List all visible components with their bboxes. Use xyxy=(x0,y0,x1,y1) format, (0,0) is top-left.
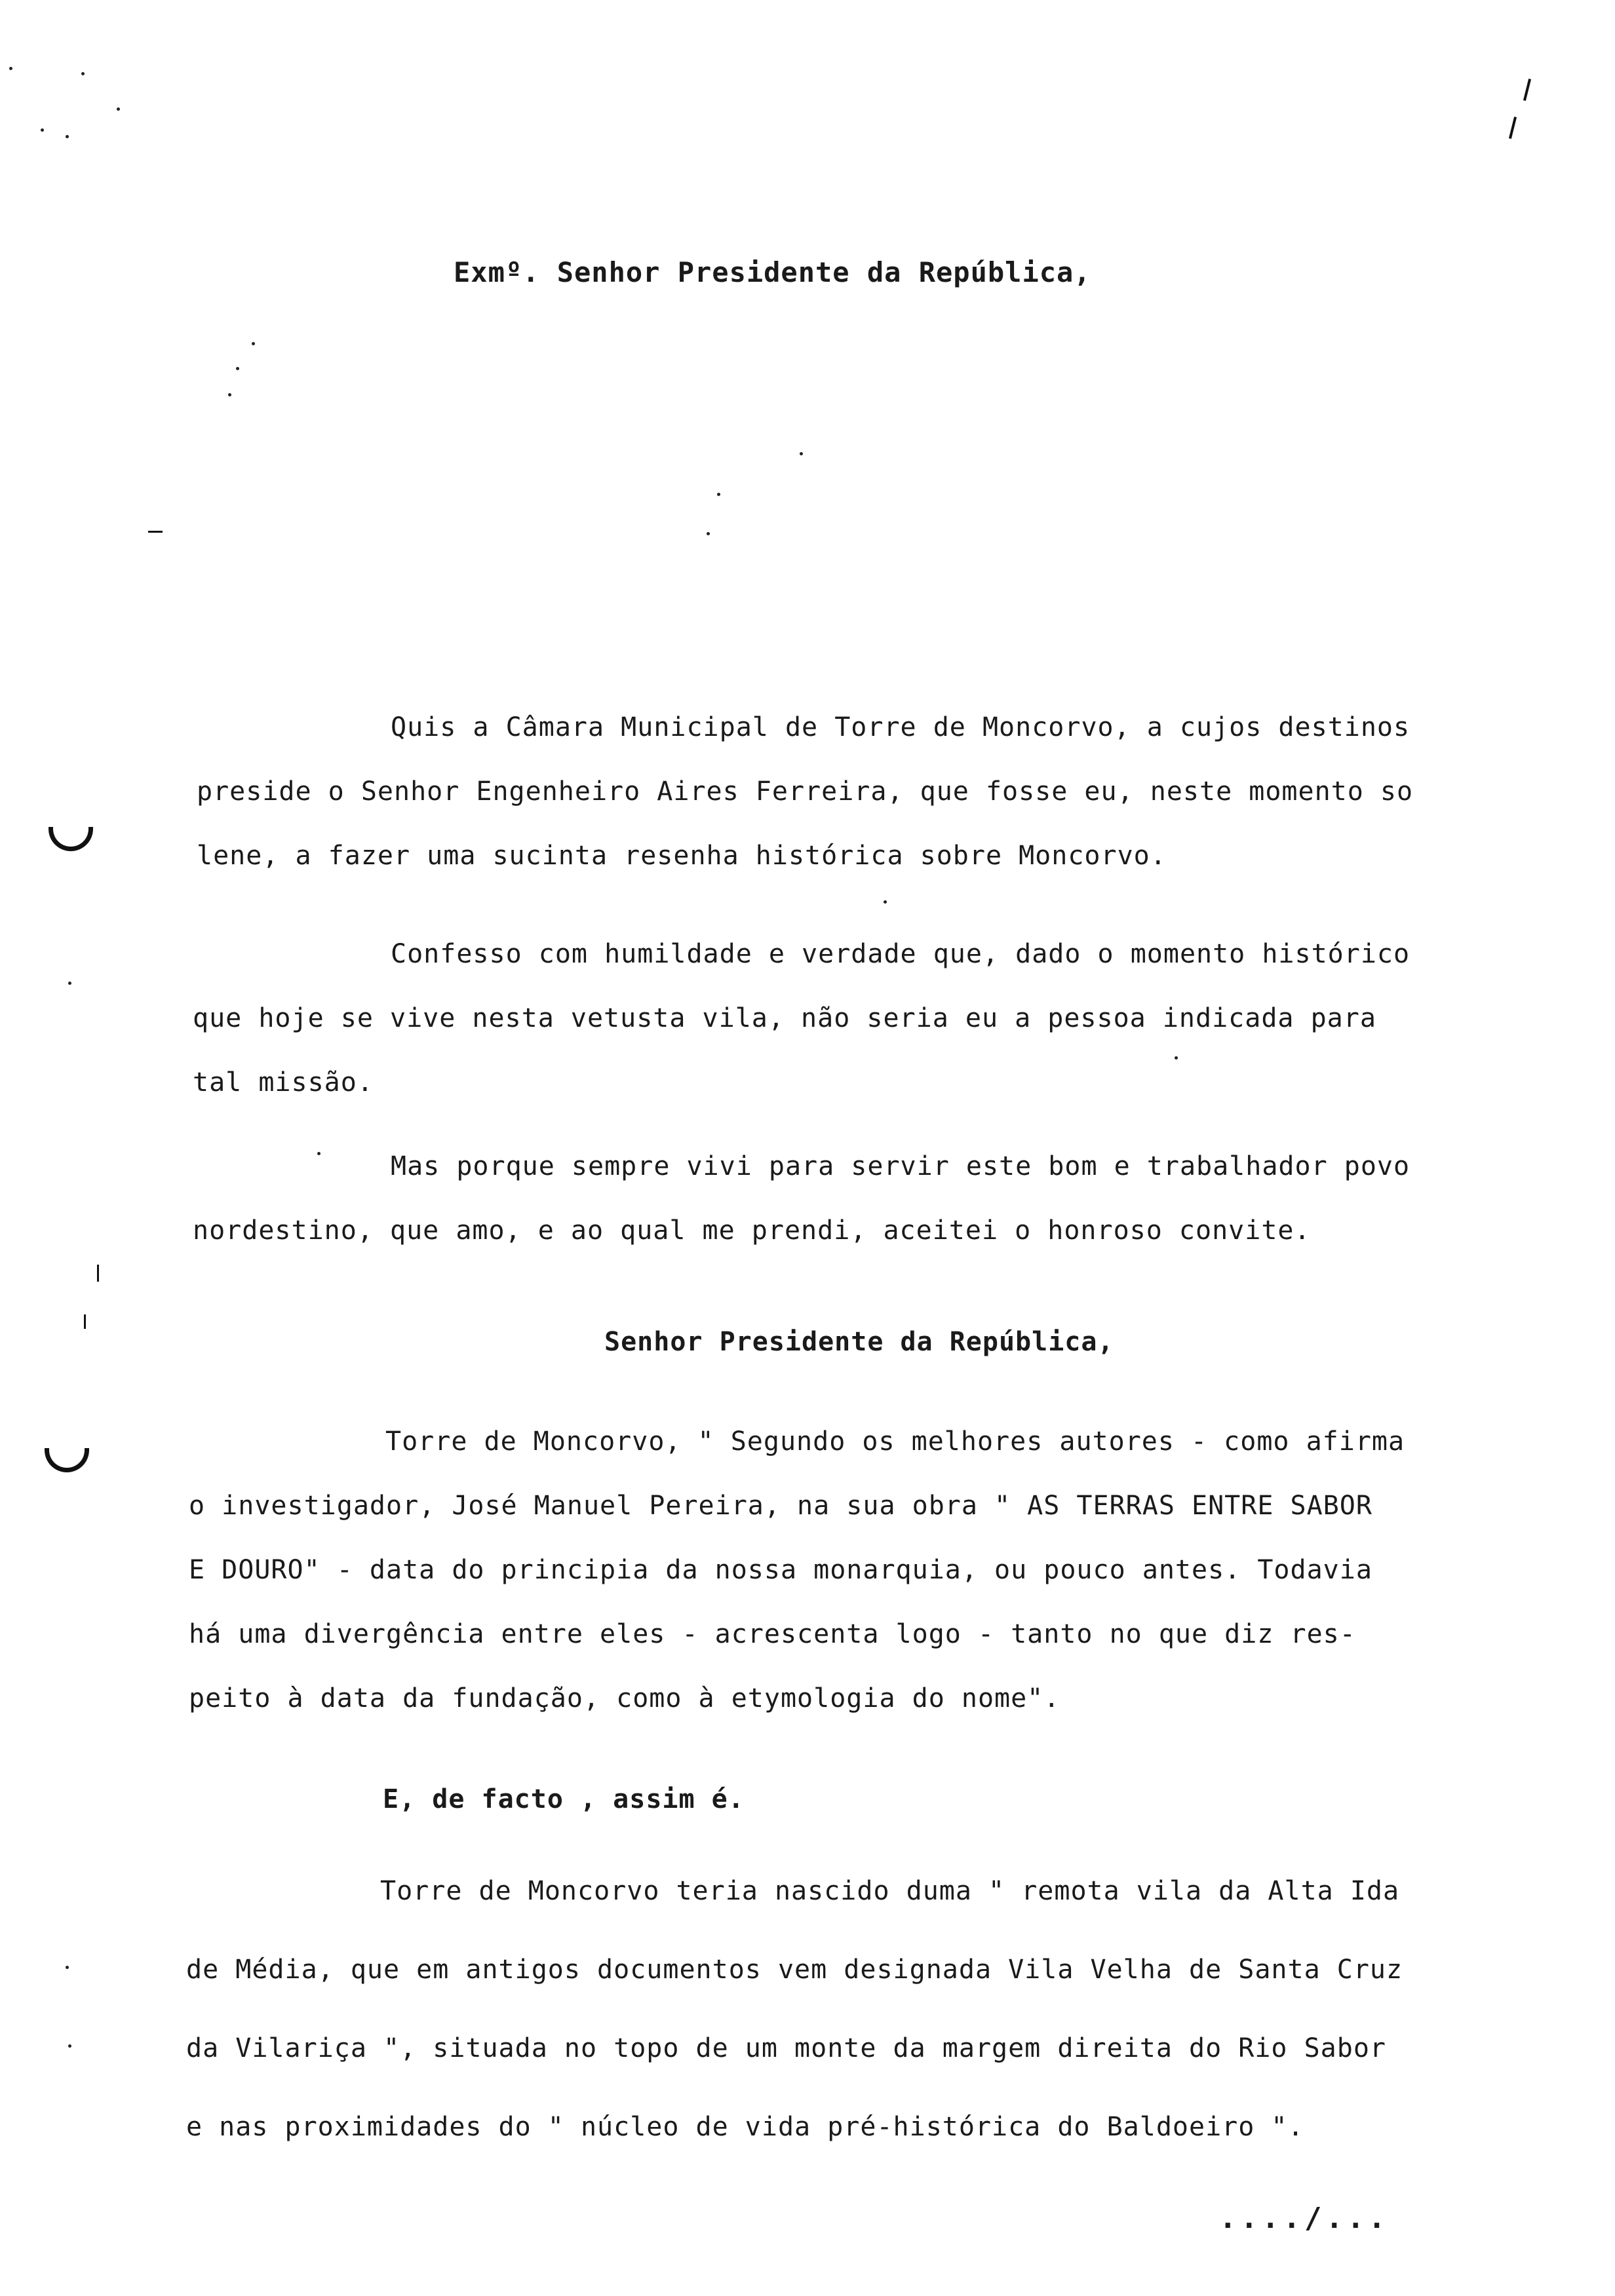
salutation: Exmº. Senhor Presidente da República, xyxy=(454,256,1091,288)
paragraph-6-line-2: de Média, que em antigos documentos vem designada Vila Velha de Santa Cruz xyxy=(186,1955,1403,1985)
scan-speck xyxy=(884,900,887,904)
paragraph-4-line-2: o investigador, José Manuel Pereira, na sua obra " AS TERRAS ENTRE SABOR xyxy=(189,1491,1372,1521)
paragraph-1-line-3: lene, a fazer uma sucinta resenha histórica sobre Moncorvo. xyxy=(197,841,1167,871)
paragraph-3-line-1: Mas porque sempre vivi para servir este bom e trabalhador povo xyxy=(391,1151,1411,1181)
scan-mark xyxy=(1509,117,1517,139)
scan-speck xyxy=(800,452,803,455)
scan-speck xyxy=(68,982,71,985)
scan-speck xyxy=(9,67,12,70)
scan-speck xyxy=(1175,1056,1178,1060)
paragraph-1-line-2: preside o Senhor Engenheiro Aires Ferreira, que fosse eu, neste momento so xyxy=(197,776,1414,807)
scan-speck xyxy=(717,493,720,496)
scan-speck xyxy=(252,342,255,345)
paragraph-6-line-3: da Vilariça ", situada no topo de um monte da margem direita do Rio Sabor xyxy=(186,2033,1386,2063)
paragraph-3-line-2: nordestino, que amo, e ao qual me prendi, aceitei o honroso convite. xyxy=(193,1215,1311,1246)
scan-speck xyxy=(117,107,120,111)
paragraph-6-line-4: e nas proximidades do " núcleo de vida pré-histórica do Baldoeiro ". xyxy=(186,2112,1304,2142)
scan-speck xyxy=(41,128,44,132)
continuation-mark: ..../... xyxy=(1219,2202,1390,2235)
scan-dash xyxy=(148,531,163,533)
paragraph-4-line-5: peito à data da fundação, como à etymologia do nome". xyxy=(189,1683,1060,1713)
scan-speck xyxy=(68,2044,71,2048)
scan-speck xyxy=(228,393,231,396)
paragraph-5: E, de facto , assim é. xyxy=(383,1784,745,1814)
scan-mark xyxy=(1523,79,1531,101)
punch-hole-mark xyxy=(49,827,93,851)
paragraph-6-line-1: Torre de Moncorvo teria nascido duma " remota vila da Alta Ida xyxy=(380,1876,1400,1906)
paragraph-1-line-1: Quis a Câmara Municipal de Torre de Moncorvo, a cujos destinos xyxy=(391,712,1411,742)
scan-speck xyxy=(317,1152,321,1155)
paragraph-2-line-1: Confesso com humildade e verdade que, dado o momento histórico xyxy=(391,939,1411,969)
scan-speck xyxy=(66,1966,69,1969)
scan-speck xyxy=(66,135,69,138)
heading-president: Senhor Presidente da República, xyxy=(604,1327,1114,1357)
paragraph-2-line-3: tal missão. xyxy=(193,1067,374,1098)
punch-hole-mark xyxy=(45,1448,89,1472)
scan-speck xyxy=(707,532,710,535)
scan-speck xyxy=(236,367,239,370)
paragraph-4-line-1: Torre de Moncorvo, " Segundo os melhores autores - como afirma xyxy=(385,1426,1405,1457)
paragraph-4-line-4: há uma divergência entre eles - acrescenta logo - tanto no que diz res- xyxy=(189,1619,1356,1649)
scan-dash xyxy=(97,1265,99,1282)
scan-speck xyxy=(81,72,85,75)
scan-dash xyxy=(84,1314,86,1329)
paragraph-4-line-3: E DOURO" - data do principia da nossa monarquia, ou pouco antes. Todavia xyxy=(189,1555,1372,1585)
paragraph-2-line-2: que hoje se vive nesta vetusta vila, não seria eu a pessoa indicada para xyxy=(193,1003,1376,1033)
